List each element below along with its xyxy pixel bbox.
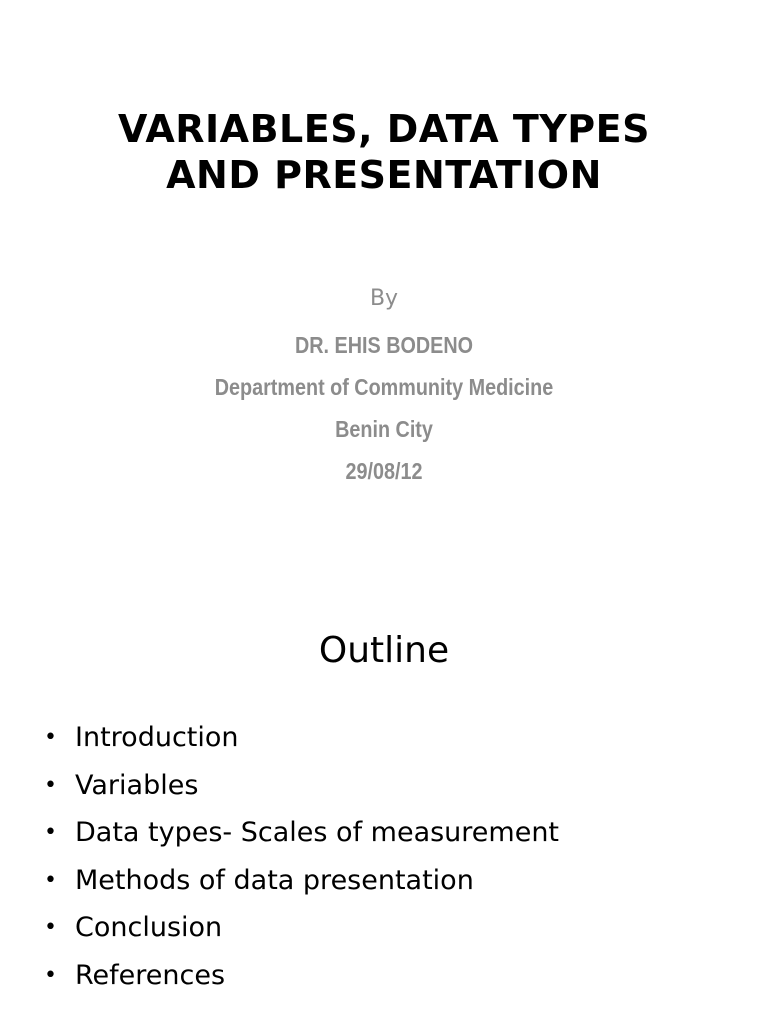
outline-item — [44, 809, 559, 857]
outline-title: Outline — [318, 630, 450, 671]
bullet-icon: • — [44, 962, 57, 988]
bullet-icon: • — [44, 867, 57, 893]
outline-item-text: References — [75, 959, 226, 991]
outline-item — [44, 857, 559, 905]
outline-item — [44, 714, 559, 762]
city-name: Benin City — [335, 416, 433, 442]
outline-item — [44, 952, 559, 1000]
bullet-icon: • — [44, 725, 57, 750]
outline-item — [44, 762, 559, 810]
title-line-2: AND PRESENTATION — [166, 153, 602, 197]
bullet-icon: • — [44, 820, 57, 846]
department-name: Department of Community Medicine — [214, 374, 554, 400]
outline-slide — [0, 576, 768, 1024]
bullet-icon: • — [44, 772, 57, 798]
presentation-title — [40, 106, 728, 198]
outline-item — [44, 904, 559, 952]
outline-item-text: Methods of data presentation — [75, 864, 474, 896]
outline-item-text: Introduction — [75, 722, 239, 753]
outline-list — [44, 714, 559, 1000]
outline-item-text: Data types- Scales of measurement — [75, 817, 560, 849]
presentation-date: 29/08/12 — [345, 458, 423, 484]
outline-item-text: Conclusion — [75, 912, 223, 944]
byline — [40, 282, 728, 492]
by-label: By — [369, 286, 399, 311]
author-name: DR. EHIS BODENO — [294, 332, 474, 358]
bullet-icon: • — [44, 915, 57, 941]
outline-item-text: Variables — [75, 769, 199, 801]
title-line-1: VARIABLES, DATA TYPES — [118, 107, 650, 151]
